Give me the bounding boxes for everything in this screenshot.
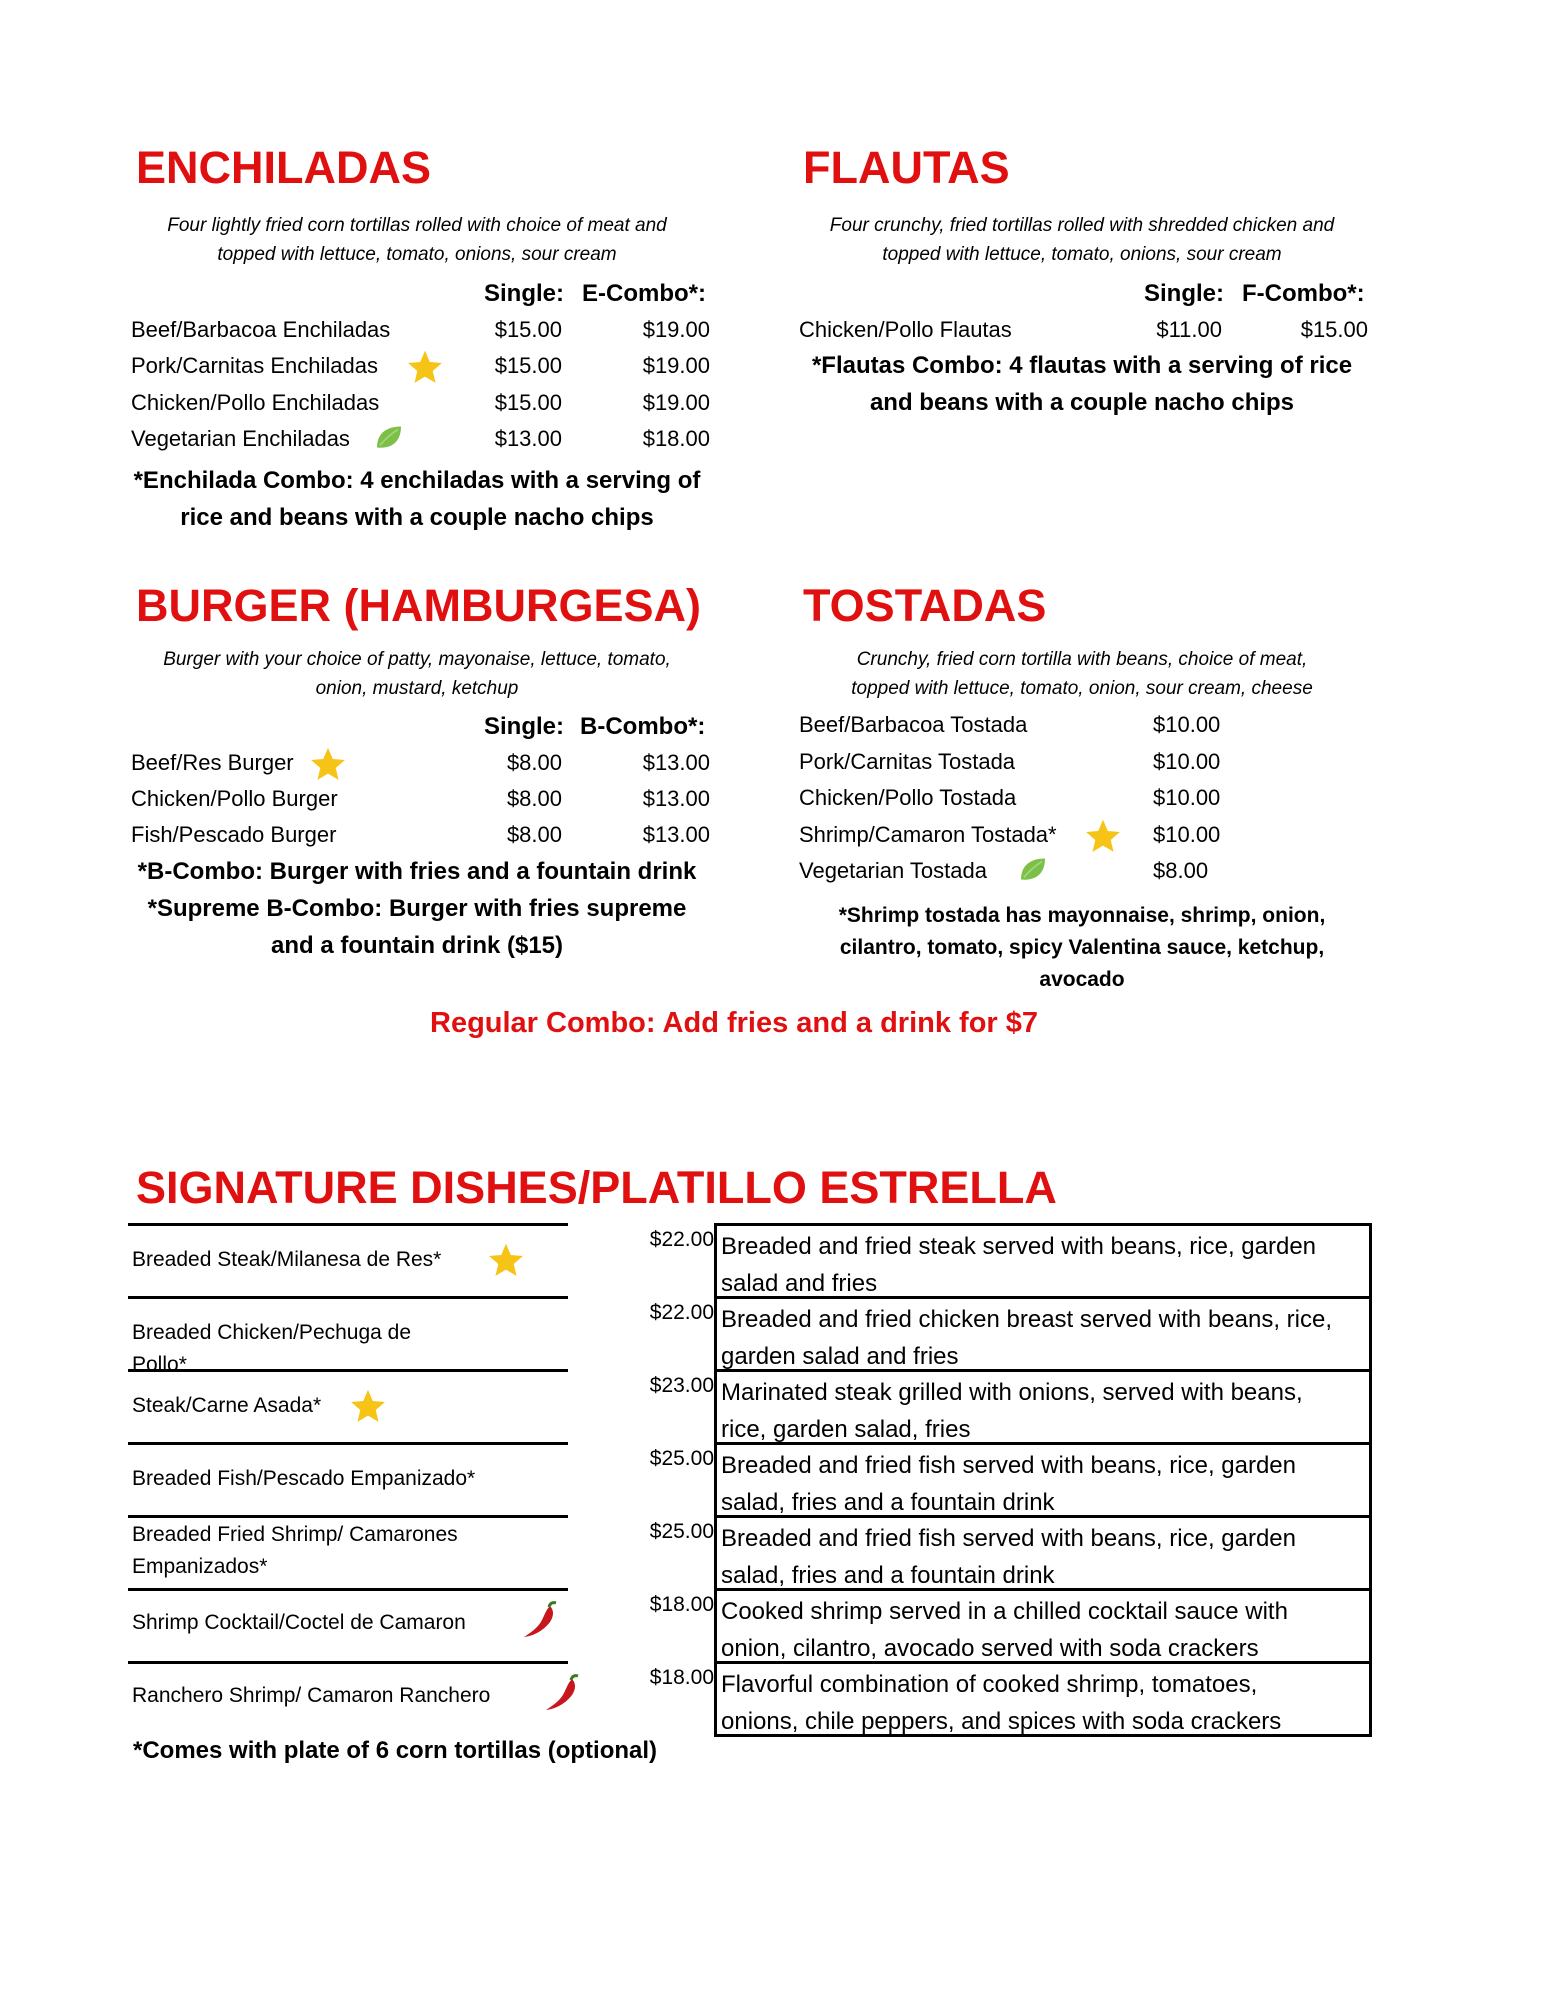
enchiladas-item-single-price: $15.00 [494, 390, 562, 415]
divider [128, 1661, 568, 1664]
star-icon [1085, 818, 1121, 854]
tostadas-item-price: $10.00 [1153, 785, 1221, 810]
burger-item-single-price: $8.00 [506, 750, 562, 775]
desc-line: Breaded and fried fish served with beans, rice, garden [721, 1452, 1297, 1479]
flautas-desc-line: Four crunchy, fried tortillas rolled with shredded chicken and [829, 215, 1335, 236]
burger-item-combo-price: $13.00 [642, 750, 710, 775]
burger-title: BURGER (HAMBURGESA) [136, 580, 701, 631]
note-line: and beans with a couple nacho chips [869, 389, 1295, 416]
tostadas-item-price: $10.00 [1153, 749, 1221, 774]
tostadas-item-price: $8.00 [1153, 858, 1209, 883]
signature-item-price: $22.00 [649, 1301, 714, 1324]
note-line: *Enchilada Combo: 4 enchiladas with a serving of [133, 467, 701, 494]
divider [128, 1515, 568, 1518]
note-line: rice and beans with a couple nacho chips [180, 504, 654, 531]
tostadas-item-name: Chicken/Pollo Tostada [799, 785, 1017, 810]
chili-pepper-icon [520, 1600, 560, 1640]
star-icon [407, 349, 443, 385]
signature-item-name: Breaded Fried Shrimp/ Camarones Empanizados* [132, 1523, 458, 1578]
burger-item-combo-price: $13.00 [642, 822, 710, 847]
burger-item-name: Fish/Pescado Burger [131, 822, 337, 847]
flautas-combo-note [772, 347, 1392, 421]
burger-item-name: Beef/Res Burger [131, 750, 294, 775]
signature-item-description [714, 1296, 1372, 1369]
flautas-combo-header: F-Combo*: [1242, 280, 1365, 307]
note-line: cilantro, tomato, spicy Valentina sauce, ketchup, [839, 936, 1325, 959]
signature-item-description [714, 1442, 1372, 1515]
signature-item-price: $25.00 [649, 1447, 714, 1470]
flautas-description [772, 211, 1392, 269]
desc-line: rice, garden salad, fries [721, 1416, 971, 1443]
desc-line: onions, chile peppers, and spices with soda crackers [721, 1708, 1282, 1735]
burger-item-combo-price: $13.00 [642, 786, 710, 811]
divider [128, 1588, 568, 1591]
flautas-title: FLAUTAS [803, 142, 1010, 193]
burger-item-single-price: $8.00 [506, 786, 562, 811]
desc-line: Flavorful combination of cooked shrimp, tomatoes, [721, 1671, 1258, 1698]
enchiladas-title: ENCHILADAS [136, 142, 432, 193]
flautas-item-single-price: $11.00 [1156, 317, 1222, 342]
tostadas-title: TOSTADAS [803, 580, 1047, 631]
burger-single-header: Single: [484, 713, 565, 740]
divider [128, 1442, 568, 1445]
tostadas-item-name: Shrimp/Camaron Tostada* [799, 822, 1057, 847]
enchiladas-item-combo-price: $19.00 [642, 390, 710, 415]
signature-item-name: Breaded Steak/Milanesa de Res* [132, 1248, 442, 1271]
note-line: and a fountain drink ($15) [270, 932, 564, 959]
desc-line: Breaded and fried steak served with beans, rice, garden [721, 1233, 1317, 1260]
enchiladas-item-name: Beef/Barbacoa Enchiladas [131, 317, 391, 342]
desc-line: Breaded and fried chicken breast served with beans, rice, [721, 1306, 1333, 1333]
note-line: *Flautas Combo: 4 flautas with a serving of rice [811, 352, 1353, 379]
signature-item-name: Ranchero Shrimp/ Camaron Ranchero [132, 1684, 491, 1707]
enchiladas-single-header: Single: [484, 280, 565, 307]
signature-item-description [714, 1223, 1372, 1296]
signature-item-description [714, 1588, 1372, 1661]
chili-pepper-icon [542, 1673, 582, 1713]
tostadas-desc-line: Crunchy, fried corn tortilla with beans, choice of meat, [856, 649, 1308, 670]
enchiladas-item-combo-price: $18.00 [642, 426, 710, 451]
signature-item-name: Steak/Carne Asada* [132, 1394, 322, 1417]
desc-line: Breaded and fried fish served with beans, rice, garden [721, 1525, 1297, 1552]
desc-line: salad, fries and a fountain drink [721, 1562, 1055, 1589]
tostadas-shrimp-note [772, 900, 1392, 996]
enchiladas-item-single-price: $15.00 [494, 353, 562, 378]
burger-desc-line: onion, mustard, ketchup [315, 678, 519, 699]
enchiladas-combo-header: E-Combo*: [582, 280, 706, 307]
signature-item-price: $18.00 [649, 1666, 714, 1689]
note-line: *B-Combo: Burger with fries and a fountain drink [137, 858, 697, 885]
flautas-item-name: Chicken/Pollo Flautas [799, 317, 1012, 342]
flautas-single-header: Single: [1144, 280, 1225, 307]
star-icon [350, 1388, 386, 1424]
signature-item-name: Shrimp Cocktail/Coctel de Camaron [132, 1611, 466, 1634]
signature-item-name: Breaded Chicken/Pechuga de Pollo* [132, 1321, 412, 1376]
burger-item-name: Chicken/Pollo Burger [131, 786, 338, 811]
tostadas-description [772, 645, 1392, 703]
signature-item-price: $23.00 [649, 1374, 714, 1397]
enchiladas-combo-note [112, 462, 722, 536]
enchiladas-desc-line: Four lightly fried corn tortillas rolled with choice of meat and [167, 215, 667, 236]
signature-item-description [714, 1515, 1372, 1588]
signature-item-name: Breaded Fish/Pescado Empanizado* [132, 1467, 476, 1490]
enchiladas-item-name: Chicken/Pollo Enchiladas [131, 390, 380, 415]
signature-item-price: $22.00 [649, 1228, 714, 1251]
desc-line: Marinated steak grilled with onions, served with beans, [721, 1379, 1303, 1406]
desc-line: garden salad and fries [721, 1343, 959, 1370]
note-line: *Supreme B-Combo: Burger with fries supreme [147, 895, 687, 922]
signature-item-description [714, 1369, 1372, 1442]
tostadas-item-name: Vegetarian Tostada [799, 858, 987, 883]
star-icon [488, 1242, 524, 1278]
enchiladas-item-name: Pork/Carnitas Enchiladas [131, 353, 379, 378]
signature-item-price: $25.00 [649, 1520, 714, 1543]
desc-line: salad, fries and a fountain drink [721, 1489, 1055, 1516]
enchiladas-item-combo-price: $19.00 [642, 317, 710, 342]
star-icon [310, 746, 346, 782]
signature-footnote: *Comes with plate of 6 corn tortillas (optional) [133, 1737, 658, 1764]
tostadas-item-price: $10.00 [1153, 712, 1221, 737]
desc-line: salad and fries [721, 1270, 878, 1297]
burger-desc-line: Burger with your choice of patty, mayonaise, lettuce, tomato, [163, 649, 671, 670]
enchiladas-item-name: Vegetarian Enchiladas [131, 426, 350, 451]
signature-item-description [714, 1661, 1372, 1737]
burger-combo-header: B-Combo*: [580, 713, 706, 740]
enchiladas-desc-line: topped with lettuce, tomato, onions, sour cream [217, 244, 617, 265]
divider [128, 1223, 568, 1226]
burger-item-single-price: $8.00 [506, 822, 562, 847]
enchiladas-item-single-price: $15.00 [494, 317, 562, 342]
enchiladas-item-single-price: $13.00 [494, 426, 562, 451]
tostadas-item-name: Pork/Carnitas Tostada [799, 749, 1016, 774]
desc-line: Cooked shrimp served in a chilled cocktail sauce with [721, 1598, 1288, 1625]
tostadas-desc-line: topped with lettuce, tomato, onion, sour cream, cheese [851, 678, 1313, 699]
divider [128, 1296, 568, 1299]
desc-line: onion, cilantro, avocado served with soda crackers [721, 1635, 1259, 1662]
burger-combo-note [112, 853, 722, 964]
note-line: *Shrimp tostada has mayonnaise, shrimp, onion, [838, 904, 1326, 927]
flautas-item-combo-price: $15.00 [1300, 317, 1368, 342]
burger-description [112, 645, 722, 703]
signature-title: SIGNATURE DISHES/PLATILLO ESTRELLA [136, 1162, 1057, 1213]
enchiladas-description [112, 211, 722, 269]
tostadas-item-name: Beef/Barbacoa Tostada [799, 712, 1028, 737]
tostadas-item-price: $10.00 [1153, 822, 1221, 847]
signature-item-price: $18.00 [649, 1593, 714, 1616]
flautas-desc-line: topped with lettuce, tomato, onions, sour cream [882, 244, 1282, 265]
leaf-icon [374, 422, 404, 452]
leaf-icon [1018, 854, 1048, 884]
enchiladas-item-combo-price: $19.00 [642, 353, 710, 378]
note-line: avocado [1039, 968, 1125, 991]
regular-combo-note: Regular Combo: Add fries and a drink for $7 [430, 1007, 1039, 1039]
